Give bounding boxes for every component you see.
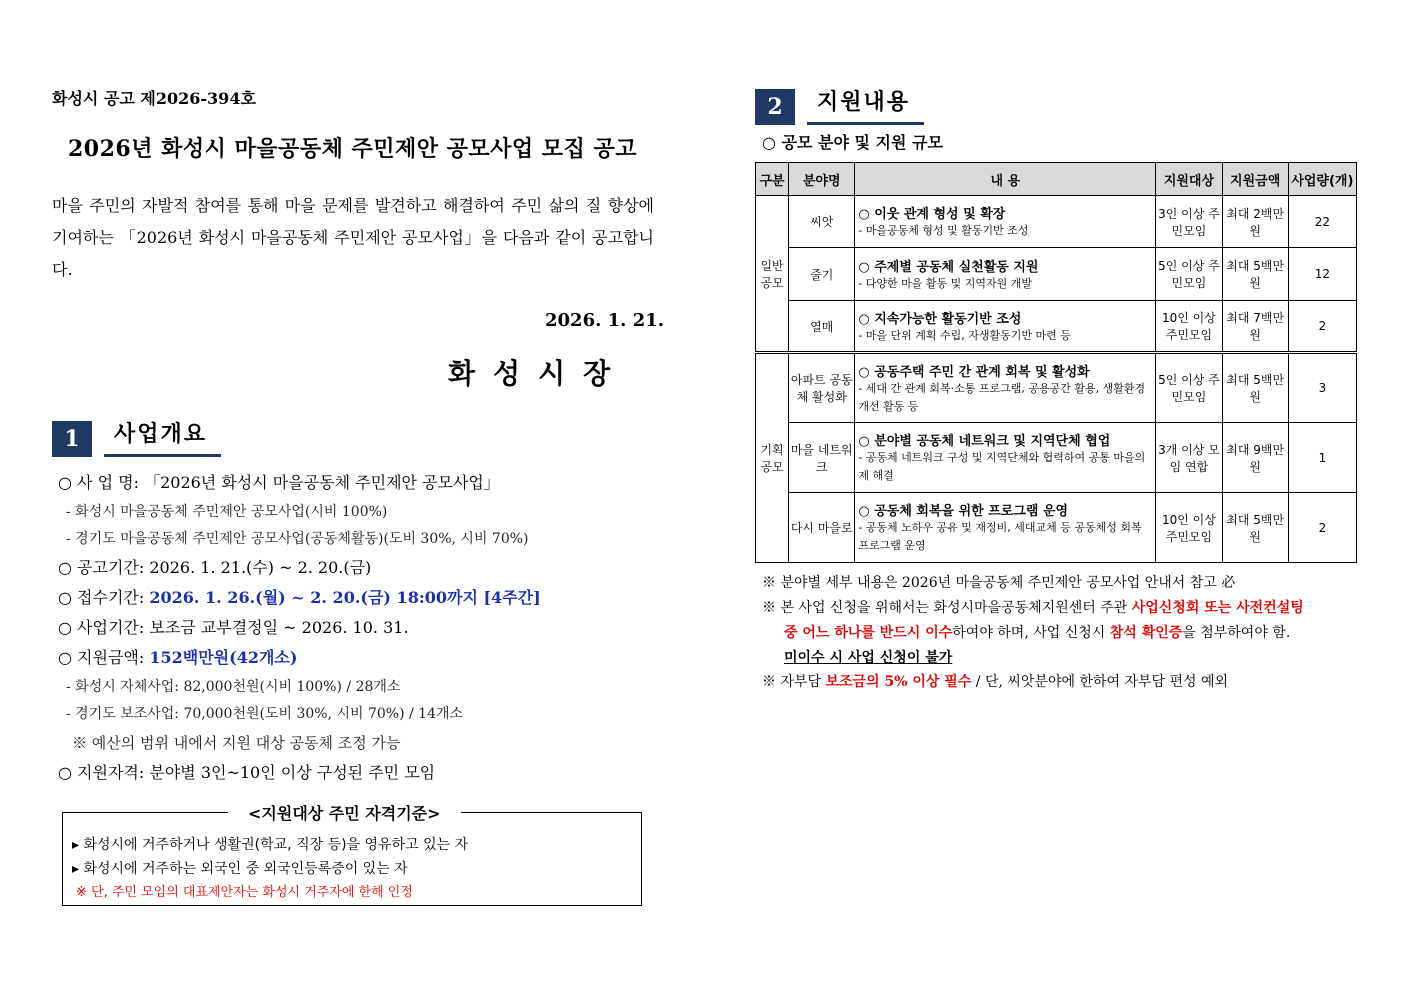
field-cell: 다시 마을로 (789, 493, 855, 563)
content-main: ○ 분야별 공동체 네트워크 및 지역단체 협업 (858, 434, 1111, 449)
amount-note: ※ 예산의 범위 내에서 지원 대상 공동체 조정 가능 (72, 734, 401, 752)
intro-paragraph: 마을 주민의 자발적 참여를 통해 마을 문제를 발견하고 해결하여 주민 삶의 질 향상에 기여하는 「2026년 화성시 마을공동체 주민제안 공모사업」을 다음과 같이 공고합니다. (52, 196, 654, 279)
amount-cell: 최대 5백만원 (1222, 248, 1288, 301)
section-title: 지원내용 (807, 86, 924, 125)
scope-label: ○ 공모 분야 및 지원 규모 (762, 133, 943, 152)
content-sub: - 마을 단위 계획 수립, 자생활동기반 마련 등 (858, 328, 1071, 342)
label: ○ 사 업 명: (58, 473, 139, 492)
field-cell: 마을 네트워크 (789, 423, 855, 493)
count-cell: 22 (1288, 196, 1356, 248)
project-name-sub: - 경기도 마을공동체 주민제안 공모사업(공동체활동)(도비 30%, 시비 70%) (66, 531, 529, 547)
header-cell: 분야명 (789, 163, 855, 196)
target-cell: 3인 이상 주민모임 (1156, 196, 1222, 248)
amount-cell: 최대 5백만원 (1222, 493, 1288, 563)
header-cell: 지원대상 (1156, 163, 1222, 196)
signer: 화성시장 (448, 357, 629, 390)
content-main: ○ 공동주택 주민 간 관계 회복 및 활성화 (858, 364, 1090, 380)
note-2-warning: 미이수 시 사업 신청이 불가 (784, 650, 953, 666)
project-name-line (58, 470, 500, 493)
criteria-note: ※ 단, 주민 모임의 대표제안자는 화성시 거주자에 한해 인정 (76, 885, 413, 900)
label: ○ 공고기간: (58, 558, 145, 577)
content-cell (855, 196, 1156, 248)
support-table (755, 162, 1357, 563)
header-cell: 구분 (756, 163, 789, 196)
note-3 (762, 671, 1228, 691)
section-2-header (755, 86, 924, 125)
field-cell: 열매 (789, 301, 855, 353)
notice-number: 화성시 공고 제2026-394호 (52, 89, 256, 108)
note-1: ※ 분야별 세부 내용은 2026년 마을공동체 주민제안 공모사업 안내서 참고 必 (762, 575, 1236, 591)
target-cell: 5인 이상 주민모임 (1156, 248, 1222, 301)
amount-sub: - 경기도 보조사업: 70,000천원(도비 30%, 시비 70%) / 14개소 (66, 706, 464, 722)
note-emphasis: 참석 확인증 (1109, 625, 1183, 641)
field-cell: 줄기 (789, 248, 855, 301)
amount-cell: 최대 2백만원 (1222, 196, 1288, 248)
value: 2026. 1. 21.(수) ~ 2. 20.(금) (149, 558, 372, 577)
label: ○ 사업기간: (58, 618, 145, 637)
table-row (756, 248, 1357, 301)
value: 분야별 3인~10인 이상 구성된 주민 모임 (149, 763, 436, 782)
value: 2026. 1. 26.(월) ~ 2. 20.(금) 18:00까지 [4주간] (149, 588, 541, 607)
target-cell: 5인 이상 주민모임 (1156, 353, 1222, 423)
note-emphasis: 사업신청회 또는 사전컨설팅 (1131, 600, 1304, 616)
project-name-sub: - 화성시 마을공동체 주민제안 공모사업(시비 100%) (66, 504, 388, 520)
amount-line (58, 645, 297, 668)
note-text: ※ 본 사업 신청을 위해서는 화성시마을공동체지원센터 주관 (762, 600, 1128, 616)
note-2 (762, 597, 1304, 617)
content-sub: - 세대 간 관계 회복·소통 프로그램, 공용공간 활용, 생활환경 개선 활동 등 (858, 381, 1146, 413)
count-cell: 12 (1288, 248, 1356, 301)
field-cell: 아파트 공동체 활성화 (789, 353, 855, 423)
project-period-line (58, 615, 409, 638)
table-row (756, 493, 1357, 563)
note-2-cont (784, 622, 1290, 642)
content-sub: - 공동체 네트워크 구성 및 지역단체와 협력하여 공통 마을의제 해결 (858, 451, 1146, 482)
content-main: ○ 주제별 공동체 실천활동 지원 (858, 259, 1039, 275)
count-cell: 3 (1288, 353, 1356, 423)
receipt-period-line (58, 585, 541, 608)
content-sub: - 다양한 마을 활동 및 지역자원 개발 (858, 276, 1033, 290)
notice-date: 2026. 1. 21. (545, 310, 665, 331)
criteria-title: <지원대상 주민 자격기준> (228, 801, 461, 824)
count-cell: 1 (1288, 423, 1356, 493)
content-cell (855, 423, 1156, 493)
target-cell: 10인 이상 주민모임 (1156, 301, 1222, 353)
section-1-header (52, 418, 221, 457)
content-sub: - 마을공동체 형성 및 활동기반 조성 (858, 224, 1029, 237)
note-text: 하여야 하며, 사업 신청시 (952, 625, 1106, 641)
content-main: ○ 공동체 회복을 위한 프로그램 운영 (858, 504, 1069, 519)
target-cell: 3개 이상 모임 연합 (1156, 423, 1222, 493)
table-row (756, 301, 1357, 353)
content-cell (855, 493, 1156, 563)
target-cell: 10인 이상 주민모임 (1156, 493, 1222, 563)
content-main: ○ 지속가능한 활동기반 조성 (858, 311, 1022, 327)
count-cell: 2 (1288, 301, 1356, 353)
table-header-row (756, 163, 1357, 196)
amount-cell: 최대 9백만원 (1222, 423, 1288, 493)
criteria-item: ▸ 화성시에 거주하는 외국인 중 외국인등록증이 있는 자 (72, 861, 408, 877)
table-row (756, 196, 1357, 248)
note-text: / 단, 씨앗분야에 한하여 자부담 편성 예외 (975, 674, 1229, 690)
content-sub: - 공동체 노하우 공유 및 재정비, 세대교체 등 공동체성 회복 프로그램 운영 (858, 521, 1142, 552)
header-cell: 사업량(개) (1288, 163, 1356, 196)
header-cell: 내 용 (855, 163, 1156, 196)
count-cell: 2 (1288, 493, 1356, 563)
note-emphasis: 보조금의 5% 이상 필수 (825, 674, 972, 690)
note-text: ※ 자부담 (762, 674, 822, 690)
value: 152백만원(42개소) (149, 648, 298, 667)
content-main: ○ 이웃 관계 형성 및 확장 (858, 207, 1006, 222)
section-number: 2 (755, 89, 795, 125)
section-number: 1 (52, 421, 92, 457)
content-cell (855, 248, 1156, 301)
label: ○ 지원자격: (58, 763, 145, 782)
note-emphasis: 중 어느 하나를 반드시 이수 (784, 625, 953, 641)
content-cell (855, 353, 1156, 423)
amount-cell: 최대 7백만원 (1222, 301, 1288, 353)
section-title: 사업개요 (104, 418, 221, 457)
label: ○ 지원금액: (58, 648, 145, 667)
amount-cell: 최대 5백만원 (1222, 353, 1288, 423)
header-cell: 지원금액 (1222, 163, 1288, 196)
value: 보조금 교부결정일 ~ 2026. 10. 31. (149, 618, 409, 637)
note-text: 을 첨부하여야 함. (1182, 625, 1291, 641)
group-cell: 일반 공모 (756, 196, 789, 353)
value: 「2026년 화성시 마을공동체 주민제안 공모사업」 (144, 473, 500, 492)
group-cell: 기획 공모 (756, 353, 789, 563)
table-row (756, 423, 1357, 493)
criteria-item: ▸ 화성시에 거주하거나 생활권(학교, 직장 등)을 영유하고 있는 자 (72, 837, 469, 853)
field-cell: 씨앗 (789, 196, 855, 248)
qualification-line (58, 760, 435, 783)
table-row (756, 353, 1357, 423)
document-title: 2026년 화성시 마을공동체 주민제안 공모사업 모집 공고 (68, 136, 637, 162)
label: ○ 접수기간: (58, 588, 145, 607)
amount-sub: - 화성시 자체사업: 82,000천원(시비 100%) / 28개소 (66, 679, 401, 695)
notice-period-line (58, 555, 371, 578)
content-cell (855, 301, 1156, 353)
